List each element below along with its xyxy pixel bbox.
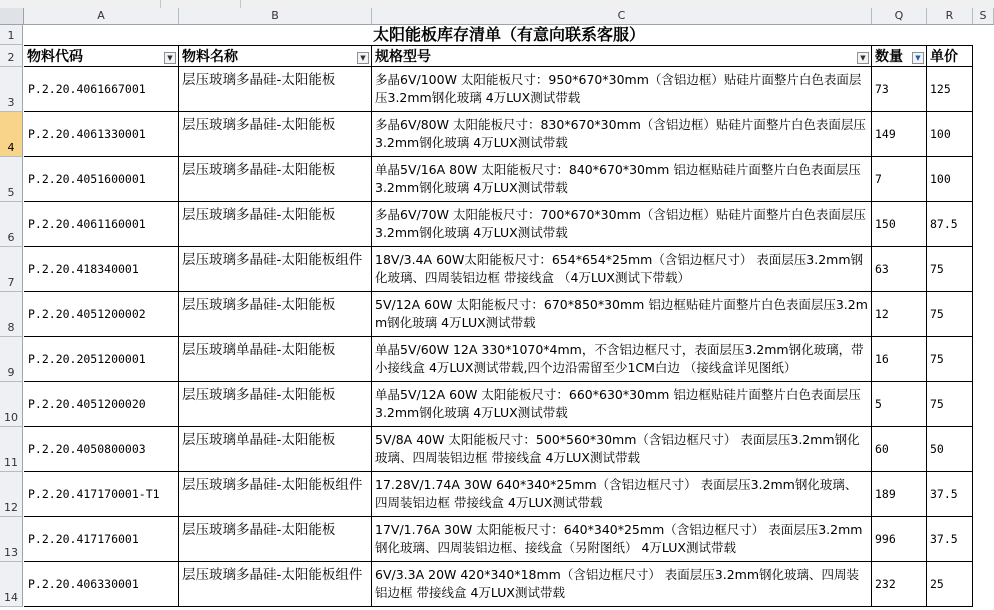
table-row (24, 202, 994, 247)
cell-spec[interactable]: 多晶6V/70W 太阳能板尺寸：700*670*30mm（含铝边框）贴硅片面整片白色表面层压3.2mm钢化玻璃 4万LUX测试带载 (372, 202, 872, 247)
row-header[interactable] (0, 157, 23, 202)
cell-material-name[interactable]: 层压玻璃多晶硅-太阳能板组件 (179, 562, 372, 607)
cell-spec[interactable]: 多晶6V/80W 太阳能板尺寸：830*670*30mm（含铝边框）贴硅片面整片白色表面层压3.2mm钢化玻璃 4万LUX测试带载 (372, 112, 872, 157)
cell-quantity[interactable]: 7 (872, 157, 927, 202)
cell-unit-price[interactable]: 75 (927, 247, 973, 292)
cell-quantity[interactable]: 5 (872, 382, 927, 427)
row-header[interactable] (0, 202, 23, 247)
name-box[interactable] (0, 0, 161, 8)
row-number: 5 (7, 186, 15, 199)
cell-unit-price[interactable]: 75 (927, 337, 973, 382)
cell-spec[interactable]: 单晶5V/60W 12A 330*1070*4mm，不含铝边框尺寸，表面层压3.2mm钢化玻璃，带小接线盒 4万LUX测试带载,四个边沿需留至少1CM白边 （接线盒详见图纸） (372, 337, 872, 382)
row-number: 2 (7, 51, 15, 64)
cell-quantity[interactable]: 12 (872, 292, 927, 337)
cell-quantity[interactable]: 189 (872, 472, 927, 517)
row-number: 6 (7, 231, 15, 244)
row-header[interactable] (0, 472, 23, 517)
sheet-title[interactable]: 太阳能板库存清单（有意向联系客服） (372, 25, 645, 44)
row-number: 12 (4, 501, 18, 514)
cell-material-name[interactable]: 层压玻璃多晶硅-太阳能板组件 (179, 472, 372, 517)
row-header[interactable] (0, 517, 23, 562)
cell-material-code[interactable]: P.2.20.417176001 (24, 517, 179, 562)
row-number: 3 (7, 96, 15, 109)
cell-unit-price[interactable]: 37.5 (927, 517, 973, 562)
row-header[interactable] (0, 292, 23, 337)
row-number: 9 (7, 366, 15, 379)
cell-unit-price[interactable]: 37.5 (927, 472, 973, 517)
filter-dropdown-icon[interactable]: ▼ (164, 52, 176, 64)
table-row (24, 67, 994, 112)
row-number: 10 (4, 411, 18, 424)
cell-material-code[interactable]: P.2.20.4061330001 (24, 112, 179, 157)
table-row (24, 382, 994, 427)
cell-quantity[interactable]: 63 (872, 247, 927, 292)
row-header[interactable] (0, 562, 23, 607)
cell-quantity[interactable]: 149 (872, 112, 927, 157)
row-header[interactable] (0, 67, 23, 112)
cell-unit-price[interactable]: 125 (927, 67, 973, 112)
cell-material-name[interactable]: 层压玻璃多晶硅-太阳能板组件 (179, 247, 372, 292)
cell-material-code[interactable]: P.2.20.4050800003 (24, 427, 179, 472)
column-header-bar (0, 8, 994, 25)
cell-material-name[interactable]: 层压玻璃单晶硅-太阳能板 (179, 427, 372, 472)
cell-material-name[interactable]: 层压玻璃多晶硅-太阳能板 (179, 157, 372, 202)
cell-material-name[interactable]: 层压玻璃多晶硅-太阳能板 (179, 292, 372, 337)
sort-filter-active-icon[interactable]: ▼ (912, 52, 924, 64)
cell-unit-price[interactable]: 50 (927, 427, 973, 472)
filter-dropdown-icon[interactable]: ▼ (857, 52, 869, 64)
table-row (24, 472, 994, 517)
cell-quantity[interactable]: 150 (872, 202, 927, 247)
table-row (24, 517, 994, 562)
cell-spec[interactable]: 6V/3.3A 20W 420*340*18mm（含铝边框尺寸） 表面层压3.2mm钢化玻璃、四周装铝边框 带接线盒 4万LUX测试带载 (372, 562, 872, 607)
cell-quantity[interactable]: 16 (872, 337, 927, 382)
column-header-q[interactable]: Q (872, 8, 927, 24)
table-row (24, 562, 994, 607)
cell-material-code[interactable]: P.2.20.2051200001 (24, 337, 179, 382)
table-row (24, 112, 994, 157)
header-name-label: 物料名称 (182, 49, 238, 65)
column-header-c[interactable]: C (372, 8, 872, 24)
header-spec-cell[interactable] (372, 45, 872, 67)
cell-material-name[interactable]: 层压玻璃多晶硅-太阳能板 (179, 202, 372, 247)
row-header[interactable] (0, 112, 23, 157)
header-code-label: 物料代码 (27, 49, 83, 65)
formula-buttons[interactable] (160, 0, 241, 8)
select-all-corner[interactable] (0, 8, 24, 24)
cell-spec[interactable]: 17.28V/1.74A 30W 640*340*25mm（含铝边框尺寸） 表面层压3.2mm钢化玻璃、四周装铝边框 带接线盒 4万LUX测试带载 (372, 472, 872, 517)
cell-material-code[interactable]: P.2.20.418340001 (24, 247, 179, 292)
row-number: 8 (7, 321, 15, 334)
cell-unit-price[interactable]: 87.5 (927, 202, 973, 247)
cell-material-code[interactable]: P.2.20.4051200020 (24, 382, 179, 427)
row-number: 11 (4, 456, 18, 469)
row-number: 14 (4, 591, 18, 604)
header-row (24, 45, 994, 67)
cell-unit-price[interactable]: 75 (927, 382, 973, 427)
row-number: 7 (7, 276, 15, 289)
header-price-label: 单价 (930, 49, 958, 65)
header-price-cell[interactable] (927, 45, 973, 67)
cell-material-code[interactable]: P.2.20.417170001-T1 (24, 472, 179, 517)
row-number: 1 (7, 29, 15, 42)
header-code-cell[interactable] (24, 45, 179, 67)
row-header[interactable] (0, 247, 23, 292)
column-header-b[interactable]: B (179, 8, 372, 24)
row-header[interactable] (0, 25, 23, 45)
header-qty-cell[interactable] (872, 45, 927, 67)
cell-spec[interactable]: 5V/8A 40W 太阳能板尺寸：500*560*30mm（含铝边框尺寸） 表面层压3.2mm钢化玻璃、四周装铝边框 带接线盒 4万LUX测试带载 (372, 427, 872, 472)
cell-material-name[interactable]: 层压玻璃多晶硅-太阳能板 (179, 517, 372, 562)
cell-spec[interactable]: 单晶5V/12A 60W 太阳能板尺寸：660*630*30mm 铝边框贴硅片面整片白色表面层压3.2mm钢化玻璃 4万LUX测试带载 (372, 382, 872, 427)
column-header-a[interactable]: A (24, 8, 179, 24)
cell-material-code[interactable]: P.2.20.4061667001 (24, 67, 179, 112)
cell-unit-price[interactable]: 25 (927, 562, 973, 607)
cell-quantity[interactable]: 60 (872, 427, 927, 472)
cell-spec[interactable]: 18V/3.4A 60W太阳能板尺寸：654*654*25mm（含铝边框尺寸） 表面层压3.2mm钢化玻璃、四周装铝边框 带接线盒 （4万LUX测试下带载） (372, 247, 872, 292)
column-header-s[interactable]: S (973, 8, 994, 24)
column-header-r[interactable]: R (927, 8, 973, 24)
cell-material-name[interactable]: 层压玻璃多晶硅-太阳能板 (179, 112, 372, 157)
cell-quantity[interactable]: 232 (872, 562, 927, 607)
table-row (24, 337, 994, 382)
cell-material-name[interactable]: 层压玻璃单晶硅-太阳能板 (179, 337, 372, 382)
row-header[interactable] (0, 45, 23, 67)
cell-material-name[interactable]: 层压玻璃多晶硅-太阳能板 (179, 67, 372, 112)
cell-quantity[interactable]: 996 (872, 517, 927, 562)
row-header[interactable] (0, 382, 23, 427)
cell-unit-price[interactable]: 100 (927, 112, 973, 157)
row-header[interactable] (0, 427, 23, 472)
row-number: 4 (7, 141, 15, 154)
filter-dropdown-icon[interactable]: ▼ (357, 52, 369, 64)
cell-material-code[interactable]: P.2.20.4061160001 (24, 202, 179, 247)
table-row (24, 292, 994, 337)
header-qty-label: 数量 (875, 49, 903, 65)
row-number: 13 (4, 546, 18, 559)
cell-quantity[interactable]: 73 (872, 67, 927, 112)
cell-spec[interactable]: 单晶5V/16A 80W 太阳能板尺寸：840*670*30mm 铝边框贴硅片面整片白色表面层压3.2mm钢化玻璃 4万LUX测试带载 (372, 157, 872, 202)
cell-unit-price[interactable]: 100 (927, 157, 973, 202)
cell-spec[interactable]: 多晶6V/100W 太阳能板尺寸：950*670*30mm（含铝边框）贴硅片面整片白色表面层压3.2mm钢化玻璃 4万LUX测试带载 (372, 67, 872, 112)
table-row (24, 157, 994, 202)
cell-material-name[interactable]: 层压玻璃多晶硅-太阳能板 (179, 382, 372, 427)
cell-unit-price[interactable]: 75 (927, 292, 973, 337)
table-row (24, 427, 994, 472)
header-name-cell[interactable] (179, 45, 372, 67)
cell-material-code[interactable]: P.2.20.406330001 (24, 562, 179, 607)
cell-spec[interactable]: 17V/1.76A 30W 太阳能板尺寸：640*340*25mm（含铝边框尺寸） 表面层压3.2mm钢化玻璃、四周装铝边框、接线盒（另附图纸） 4万LUX测试带载 (372, 517, 872, 562)
cell-material-code[interactable]: P.2.20.4051600001 (24, 157, 179, 202)
cell-material-code[interactable]: P.2.20.4051200002 (24, 292, 179, 337)
header-spec-label: 规格型号 (375, 49, 431, 65)
row-header[interactable] (0, 337, 23, 382)
cell-spec[interactable]: 5V/12A 60W 太阳能板尺寸：670*850*30mm 铝边框贴硅片面整片白色表面层压3.2mm钢化玻璃 4万LUX测试带载 (372, 292, 872, 337)
table-row (24, 247, 994, 292)
